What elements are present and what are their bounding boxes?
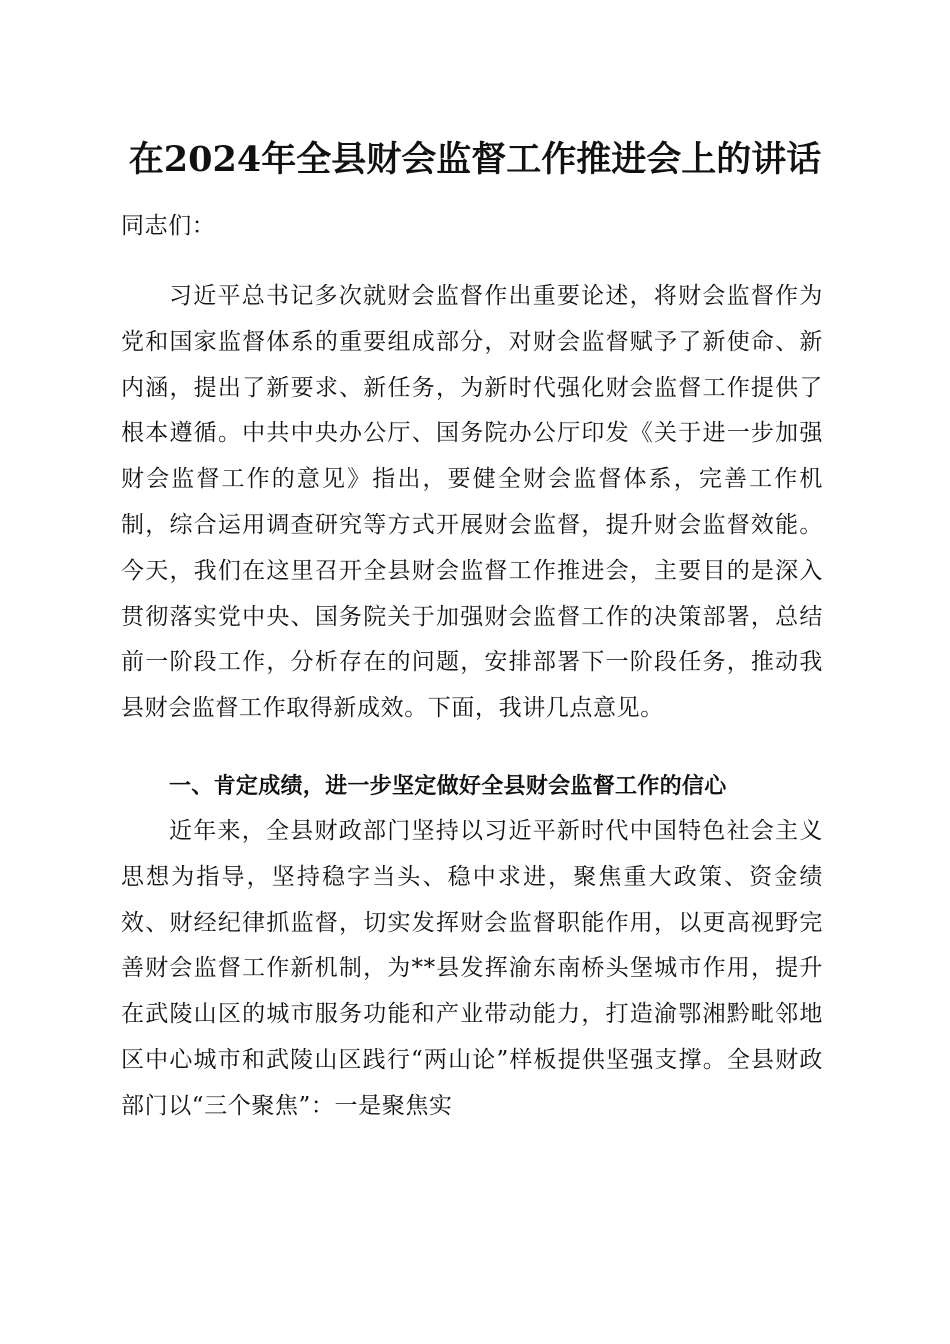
salutation: 同志们： [121, 213, 216, 239]
paragraph-achievements: 近年来，全县财政部门坚持以习近平新时代中国特色社会主义思想为指导，坚持稳字当头、稳中求进，聚焦重大政策、资金绩效、财经纪律抓监督，切实发挥财会监督职能作用，以更高视野完善财会监督工作新机制，为**县发挥渝东南桥头堡城市作用，提升在武陵山区的城市服务功能和产业带动能力，打造渝鄂湘黔毗邻地区中心城市和武陵山区践行“两山论”样板提供坚强支撑。全县财政部门以“三个聚焦”：一是聚焦实 [121, 818, 823, 1119]
paragraph-intro: 习近平总书记多次就财会监督作出重要论述，将财会监督作为党和国家监督体系的重要组成部分，对财会监督赋予了新使命、新内涵，提出了新要求、新任务，为新时代强化财会监督工作提供了根本遵循。中共中央办公厅、国务院办公厅印发《关于进一步加强财会监督工作的意见》指出，要健全财会监督体系，完善工作机制，综合运用调查研究等方式开展财会监督，提升财会监督效能。今天，我们在这里召开全县财会监督工作推进会，主要目的是深入贯彻落实党中央、国务院关于加强财会监督工作的决策部署，总结前一阶段工作，分析存在的问题，安排部署下一阶段任务，推动我县财会监督工作取得新成效。下面，我讲几点意见。 [121, 283, 823, 722]
section-heading-1: 一、肯定成绩，进一步坚定做好全县财会监督工作的信心 [169, 774, 727, 799]
document-title: 在2024年全县财会监督工作推进会上的讲话 [128, 139, 822, 180]
